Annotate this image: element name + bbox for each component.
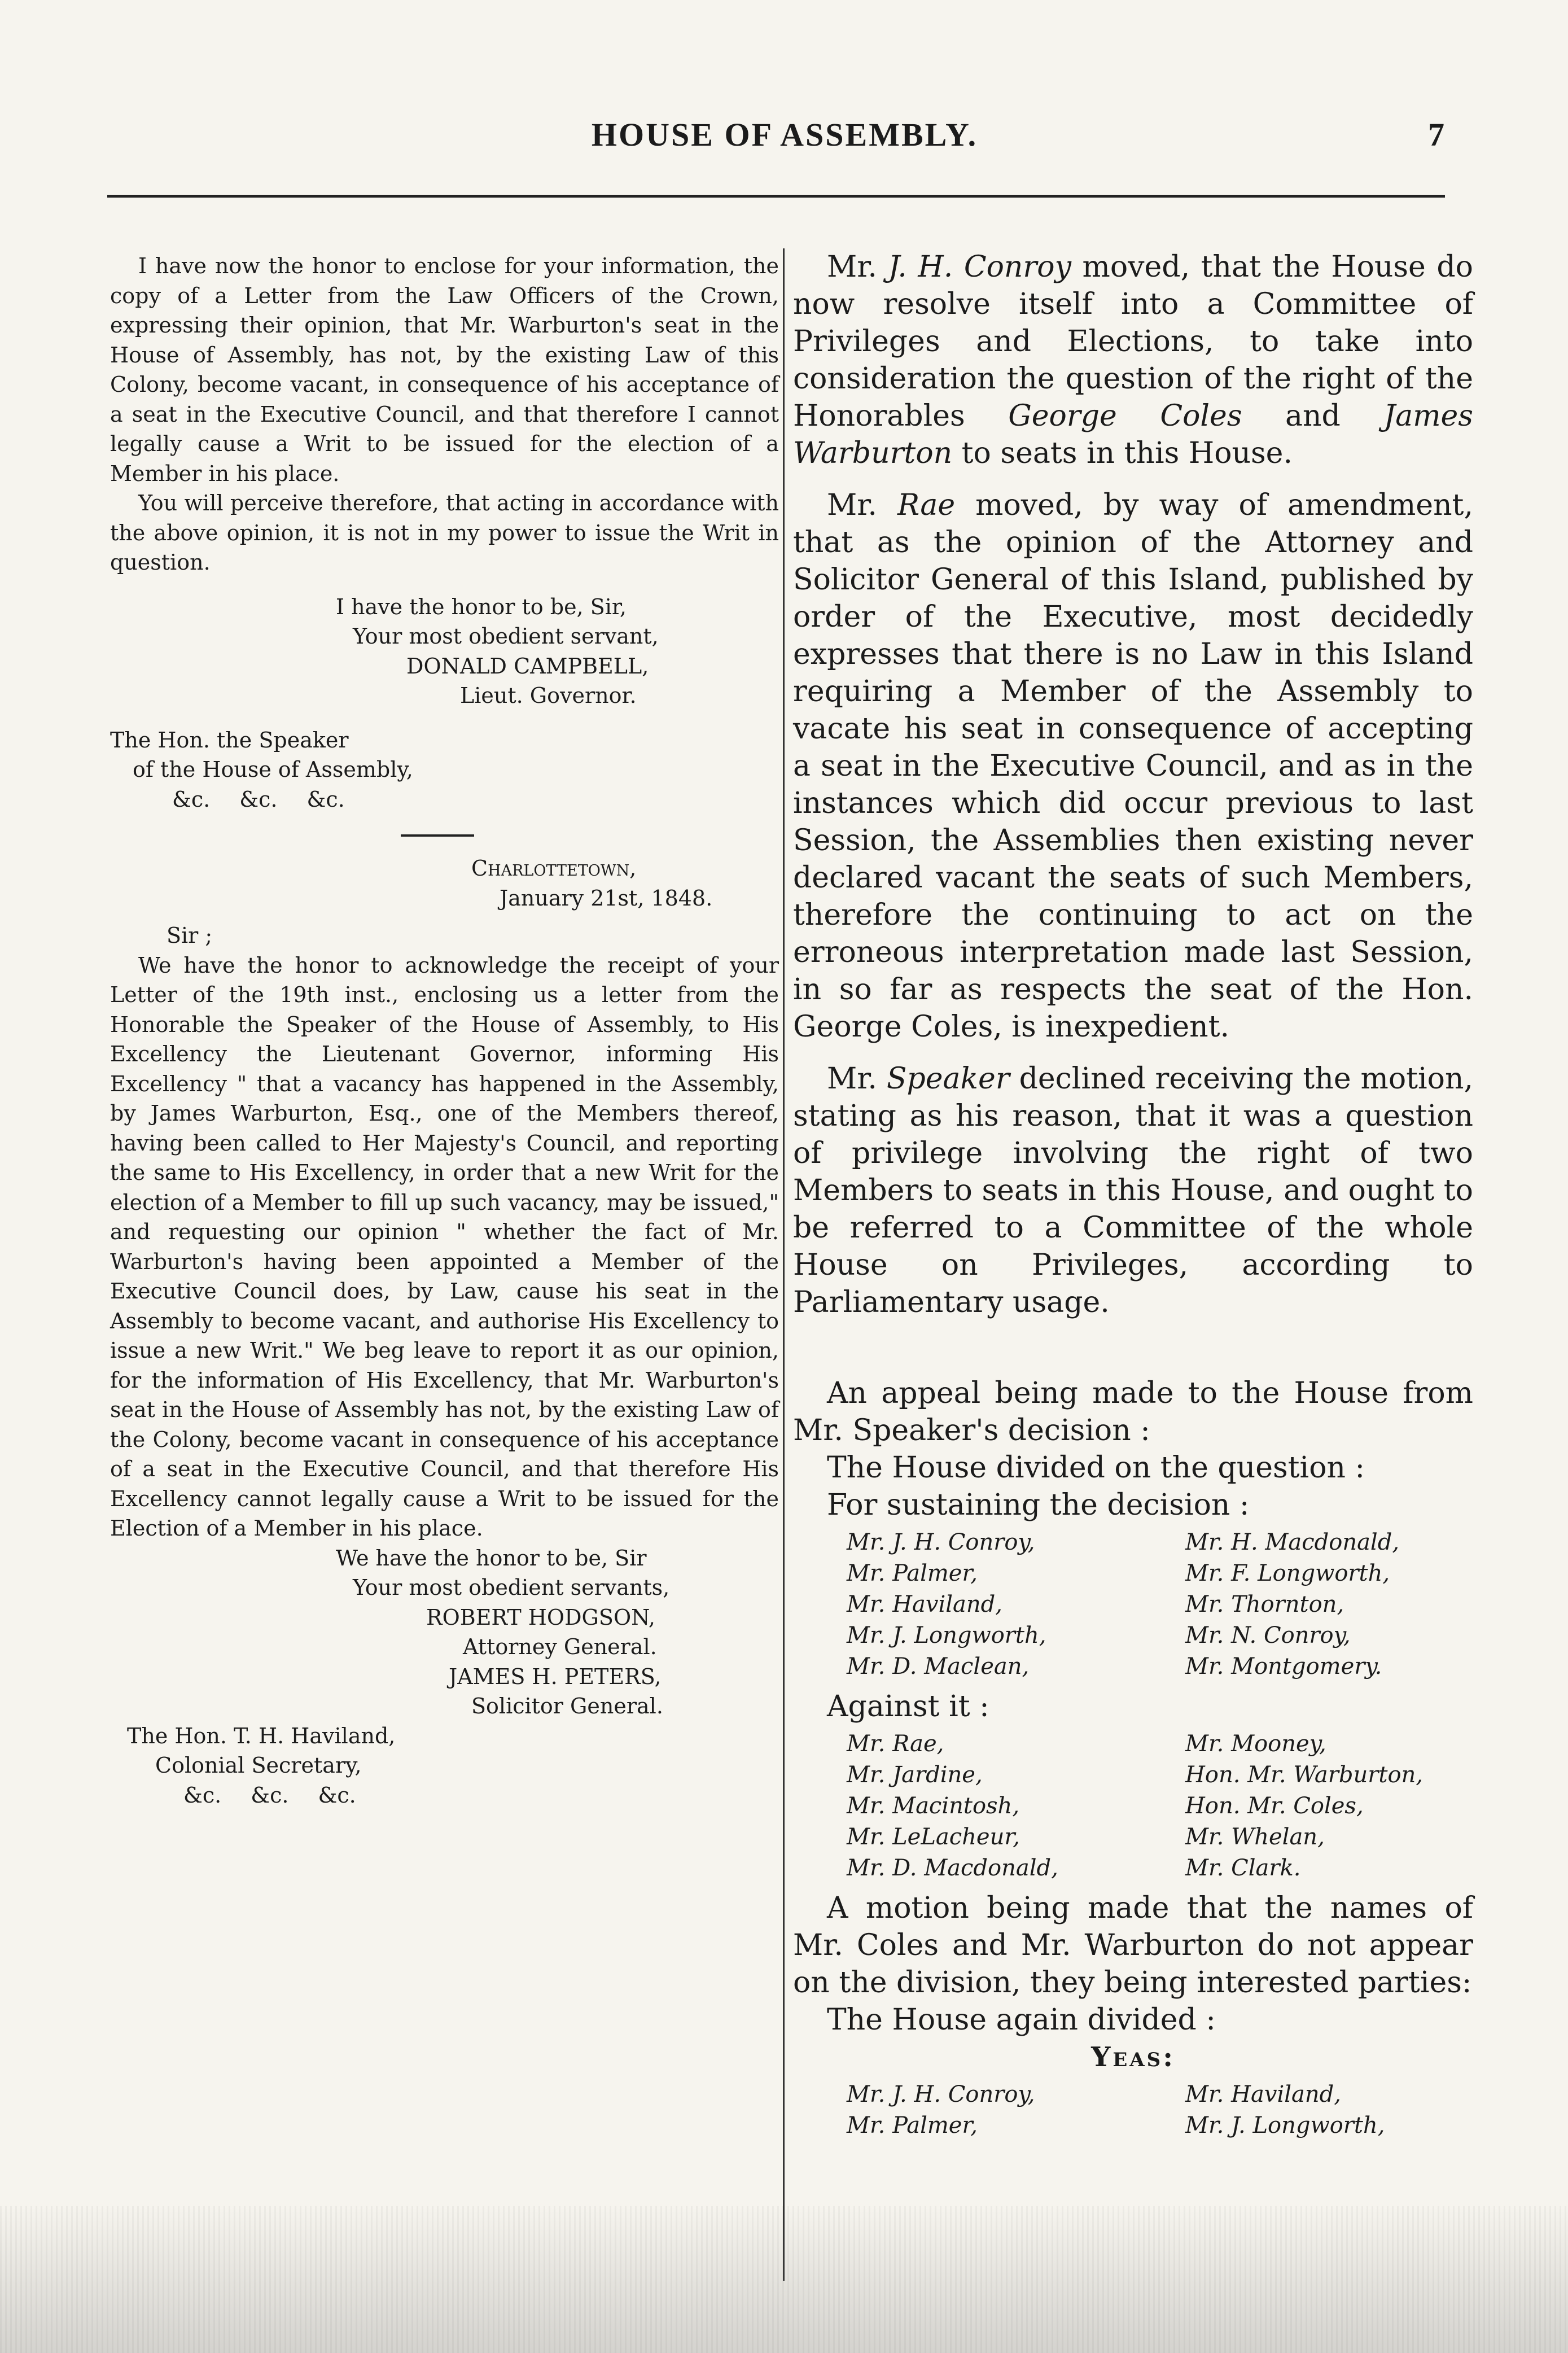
minutes-line: The House again divided : <box>827 2003 1216 2037</box>
signature-name: JAMES H. PETERS, <box>449 1664 662 1689</box>
signature-line: Your most obedient servant, <box>353 624 659 649</box>
dateline-date: January 21st, 1848. <box>500 885 713 911</box>
list-item: Mr. D. Macdonald, <box>847 1855 1058 1881</box>
list-item: Mr. N. Conroy, <box>1185 1622 1351 1648</box>
signature-name: ROBERT HODGSON, <box>426 1604 655 1630</box>
minutes-paragraph: Mr. J. H. Conroy moved, that the House do now resolve itself into a Committee of Privileges and Elections, to take into consideration the question of the right of the Honorables George Coles and James Warburton to seats in this House. <box>793 250 1473 470</box>
list-item: Mr. J. H. Conroy, <box>847 1529 1035 1555</box>
minutes-paragraph: A motion being made that the names of Mr. Coles and Mr. Warburton do not appear on the division, they being interested parties: <box>793 1891 1473 2000</box>
member-name: James Warburton <box>793 399 1473 470</box>
signature-title: Solicitor General. <box>471 1694 663 1718</box>
signature-line: I have the honor to be, Sir, <box>336 594 627 619</box>
list-item: Mr. Palmer, <box>847 1560 978 1586</box>
for-names-list <box>793 1527 1473 1682</box>
list-item: Mr. J. Longworth, <box>847 1622 1046 1648</box>
minutes-paragraph: Mr. Rae moved, by way of amendment, that as the opinion of the Attorney and Solicitor General of this Island, published by order of the Executive, most decidedly expresses that there is no Law in this Island requiring a Member of the Assembly to vacate his seat in consequence of accepting a seat in the Executive Council, and as in the instances which did occur previous to last Session, the Assemblies then existing never declared vacant the seats of such Members, therefore the continuing to act on the erroneous interpretation made last Session, in so far as respects the seat of the Hon. George Coles, is inexpedient. <box>793 488 1473 1044</box>
section-rule <box>401 834 474 837</box>
signature-title: Lieut. Governor. <box>460 683 637 708</box>
list-item: Mr. D. Maclean, <box>847 1654 1030 1680</box>
address-line: of the House of Assembly, <box>133 757 413 782</box>
list-item: Mr. Thornton, <box>1185 1591 1344 1617</box>
right-column <box>793 248 1473 2147</box>
signature-title: Attorney General. <box>463 1634 657 1659</box>
address-line: The Hon. T. H. Haviland, <box>127 1723 396 1748</box>
address-line: &c. &c. &c. <box>172 786 345 812</box>
member-name: J. H. Conroy <box>888 250 1071 284</box>
signature-name: DONALD CAMPBELL, <box>406 653 649 679</box>
yeas-heading: Yeas: <box>1091 2041 1175 2073</box>
list-item: Mr. Macintosh, <box>847 1793 1020 1819</box>
list-item: Mr. Jardine, <box>847 1762 983 1788</box>
letter-paragraph: You will perceive therefore, that acting in accordance with the above opinion, it is not in my power to issue the Writ in question. <box>110 491 779 575</box>
list-item: Mr. Haviland, <box>1185 2081 1341 2107</box>
list-item: Mr. LeLacheur, <box>847 1824 1020 1850</box>
member-name: Speaker <box>886 1062 1010 1096</box>
list-item: Mr. F. Longworth, <box>1185 1560 1390 1586</box>
letter-paragraph: We have the honor to acknowledge the receipt of your Letter of the 19th inst., enclosing us a letter from the Honorable the Speaker of the House of Assembly, to His Excellency the Lieutenant Governor, informing His Excellency " that a vacancy has happened in the Assembly, by James Warburton, Esq., one of the Members thereof, having been called to Her Majesty's Council, and reporting the same to His Excellency, in order that a new Writ for the election of a Member to fill up such vacancy, may be issued," and requesting our opinion " whether the fact of Mr. Warburton's having been appointed a Member of the Executive Council does, by Law, cause his seat in the Assembly to become vacant, and authorise His Excellency to issue a new Writ." We beg leave to report it as our opinion, for the information of His Excellency, that Mr. Warburton's seat in the House of Assembly has not, by the existing Law of the Colony, become vacant in consequence of his acceptance of a seat in the Executive Council, and that therefore His Excellency cannot legally cause a Writ to be issued for the Election of a Member in his place. <box>110 952 779 1541</box>
list-item: Mr. Haviland, <box>847 1591 1002 1617</box>
dateline-place: Charlottetown, <box>471 856 637 881</box>
address-line: The Hon. the Speaker <box>110 727 349 753</box>
list-item: Hon. Mr. Coles, <box>1185 1793 1364 1819</box>
minutes-paragraph: An appeal being made to the House from Mr. Speaker's decision : <box>793 1376 1473 1447</box>
page-number: 7 <box>1428 116 1444 153</box>
list-item: Mr. Rae, <box>847 1731 944 1757</box>
yeas-names-list <box>793 2079 1473 2141</box>
signature-line: We have the honor to be, Sir <box>336 1545 647 1571</box>
minutes-line: The House divided on the question : <box>827 1451 1365 1485</box>
division-heading: For sustaining the decision : <box>827 1488 1250 1522</box>
list-item: Mr. Mooney, <box>1185 1731 1326 1757</box>
division-heading: Against it : <box>827 1690 989 1724</box>
address-line: Colonial Secretary, <box>155 1753 362 1778</box>
left-column <box>110 251 779 1810</box>
list-item: Hon. Mr. Warburton, <box>1185 1762 1423 1788</box>
signature-line: Your most obedient servants, <box>353 1575 670 1600</box>
page-title: HOUSE OF ASSEMBLY. <box>591 116 978 153</box>
minutes-paragraph: Mr. Speaker declined receiving the motion, stating as his reason, that it was a question of privilege involving the right of two Members to seats in this House, and ought to be referred to a Committee of the whole House on Privileges, according to Parliamentary usage. <box>793 1062 1473 1319</box>
salutation: Sir ; <box>167 923 213 948</box>
list-item: Mr. J. Longworth, <box>1185 2113 1385 2138</box>
column-divider <box>783 248 785 2281</box>
list-item: Mr. J. H. Conroy, <box>847 2081 1035 2107</box>
member-name: George Coles <box>1008 399 1242 433</box>
address-line: &c. &c. &c. <box>183 1782 356 1808</box>
list-item: Mr. Palmer, <box>847 2113 978 2138</box>
list-item: Mr. Clark. <box>1185 1855 1301 1881</box>
list-item: Mr. Montgomery. <box>1185 1654 1382 1680</box>
letter-paragraph: I have now the honor to enclose for your information, the copy of a Letter from the Law Officers of the Crown, expressing their opinion, that Mr. Warburton's seat in the House of Assembly, has not, by the existing Law of this Colony, become vacant, in consequence of his acceptance of a seat in the Executive Council, and that therefore I cannot legally cause a Writ to be issued for the election of a Member in his place. <box>110 253 779 486</box>
member-name: Rae <box>897 488 956 522</box>
list-item: Mr. H. Macdonald, <box>1185 1529 1400 1555</box>
header-rule <box>107 195 1445 198</box>
list-item: Mr. Whelan, <box>1185 1824 1325 1850</box>
against-names-list <box>793 1729 1473 1884</box>
